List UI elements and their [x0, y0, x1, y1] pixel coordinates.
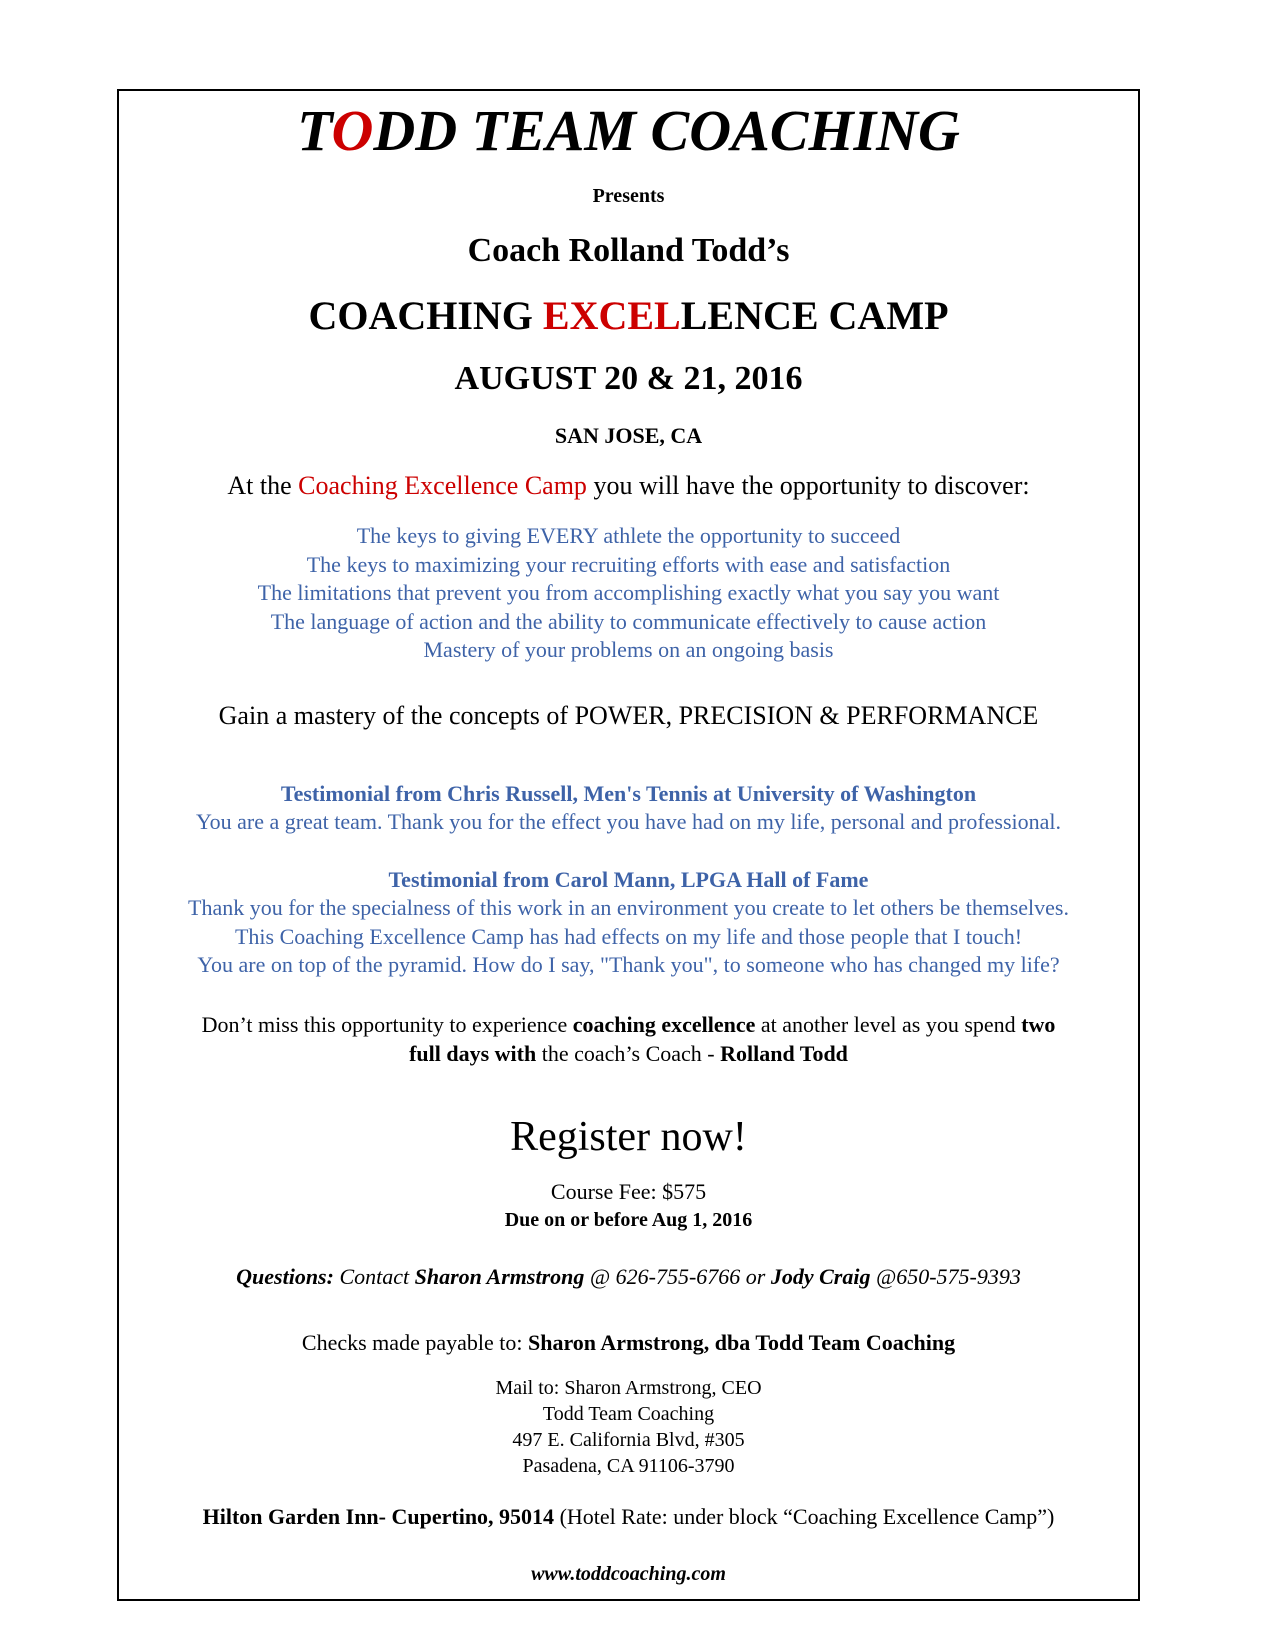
contact-phone: @ 626-755-6766 or [584, 1264, 771, 1289]
address-line: 497 E. California Blvd, #305 [512, 1429, 745, 1451]
mastery-line: Gain a mastery of the concepts of POWER, PRECISION & PERFORMANCE [218, 701, 1039, 730]
event-dates: AUGUST 20 & 21, 2016 [454, 360, 803, 397]
key-item: Mastery of your problems on an ongoing basis [423, 637, 834, 662]
camp-title-part: LENCE CAMP [680, 293, 949, 338]
contact-name: Sharon Armstrong [414, 1264, 585, 1289]
questions-text: Contact [333, 1264, 415, 1289]
questions-label: Questions: [236, 1264, 334, 1289]
intro-line [117, 470, 1140, 502]
testimonial-text: Thank you for the specialness of this work in an environment you create to let others be themselves. [188, 895, 1069, 920]
dont-miss-emphasis: two [1021, 1012, 1056, 1037]
intro-camp-name: Coaching Excellence Camp [298, 471, 587, 500]
camp-title-part: COACHING [308, 293, 543, 338]
key-item: The keys to giving EVERY athlete the opportunity to succeed [356, 523, 901, 548]
dont-miss-emphasis: coaching excellence [572, 1012, 756, 1037]
key-item: The keys to maximizing your recruiting efforts with ease and satisfaction [306, 551, 951, 577]
checks-payable-line [117, 1328, 1140, 1358]
title-accent-letter: O [331, 98, 374, 163]
checks-payee: Sharon Armstrong, dba Todd Team Coaching [527, 1330, 956, 1355]
event-location: SAN JOSE, CA [554, 423, 703, 448]
key-item: The limitations that prevent you from accomplishing exactly what you say you want [257, 580, 1000, 605]
dont-miss-paragraph [117, 1010, 1140, 1068]
hotel-note: (Hotel Rate: under block “Coaching Excellence Camp”) [554, 1504, 1055, 1529]
address-line: Todd Team Coaching [542, 1403, 715, 1425]
testimonial-heading: Testimonial from Chris Russell, Men's Tennis at University of Washington [280, 781, 977, 806]
keys-list [117, 522, 1140, 665]
camp-title-accent: EXCEL [542, 293, 681, 338]
camp-title [117, 292, 1140, 340]
dont-miss-line [117, 1010, 1140, 1039]
register-heading: Register now! [510, 1114, 747, 1160]
mailing-address [117, 1375, 1140, 1479]
dont-miss-text: at another level as you spend [755, 1012, 1022, 1037]
hotel-line [117, 1502, 1140, 1532]
due-date: Due on or before Aug 1, 2016 [504, 1209, 753, 1231]
presents-label: Presents [592, 185, 665, 207]
dont-miss-line [117, 1039, 1140, 1068]
title-part: DD TEAM COACHING [373, 98, 960, 163]
address-line: Mail to: Sharon Armstrong, CEO [495, 1377, 762, 1399]
title-part: T [297, 98, 332, 163]
coach-name: Coach Rolland Todd’s [467, 232, 790, 269]
intro-text: you will have the opportunity to discover: [586, 471, 1030, 500]
testimonial-heading: Testimonial from Carol Mann, LPGA Hall of Fame [388, 867, 869, 892]
website-link[interactable]: www.toddcoaching.com [531, 1563, 726, 1585]
checks-label: Checks made payable to: [301, 1330, 528, 1355]
dont-miss-text: Don’t miss this opportunity to experience [201, 1012, 573, 1037]
key-item: The language of action and the ability to communicate effectively to cause action [270, 608, 987, 634]
testimonial-text: You are a great team. Thank you for the effect you have had on my life, personal and professional. [195, 809, 1062, 834]
questions-line [117, 1262, 1140, 1292]
testimonial-body [117, 894, 1140, 980]
dont-miss-emphasis: full days with [409, 1041, 537, 1066]
intro-text: At the [227, 471, 299, 500]
course-fee: Course Fee: $575 [550, 1179, 707, 1204]
testimonial-text: This Coaching Excellence Camp has had effects on my life and those people that I touch! [234, 923, 1023, 949]
address-line: Pasadena, CA 91106-3790 [522, 1455, 735, 1477]
hotel-name: Hilton Garden Inn- Cupertino, 95014 [202, 1504, 555, 1529]
contact-phone: @650-575-9393 [870, 1264, 1021, 1289]
dont-miss-emphasis: Rolland Todd [720, 1041, 848, 1066]
contact-name: Jody Craig [770, 1264, 871, 1289]
dont-miss-text: the coach’s Coach - [536, 1041, 721, 1066]
page-title [117, 96, 1140, 166]
testimonial-text: You are on top of the pyramid. How do I say, "Thank you", to someone who has changed my life? [197, 952, 1060, 977]
